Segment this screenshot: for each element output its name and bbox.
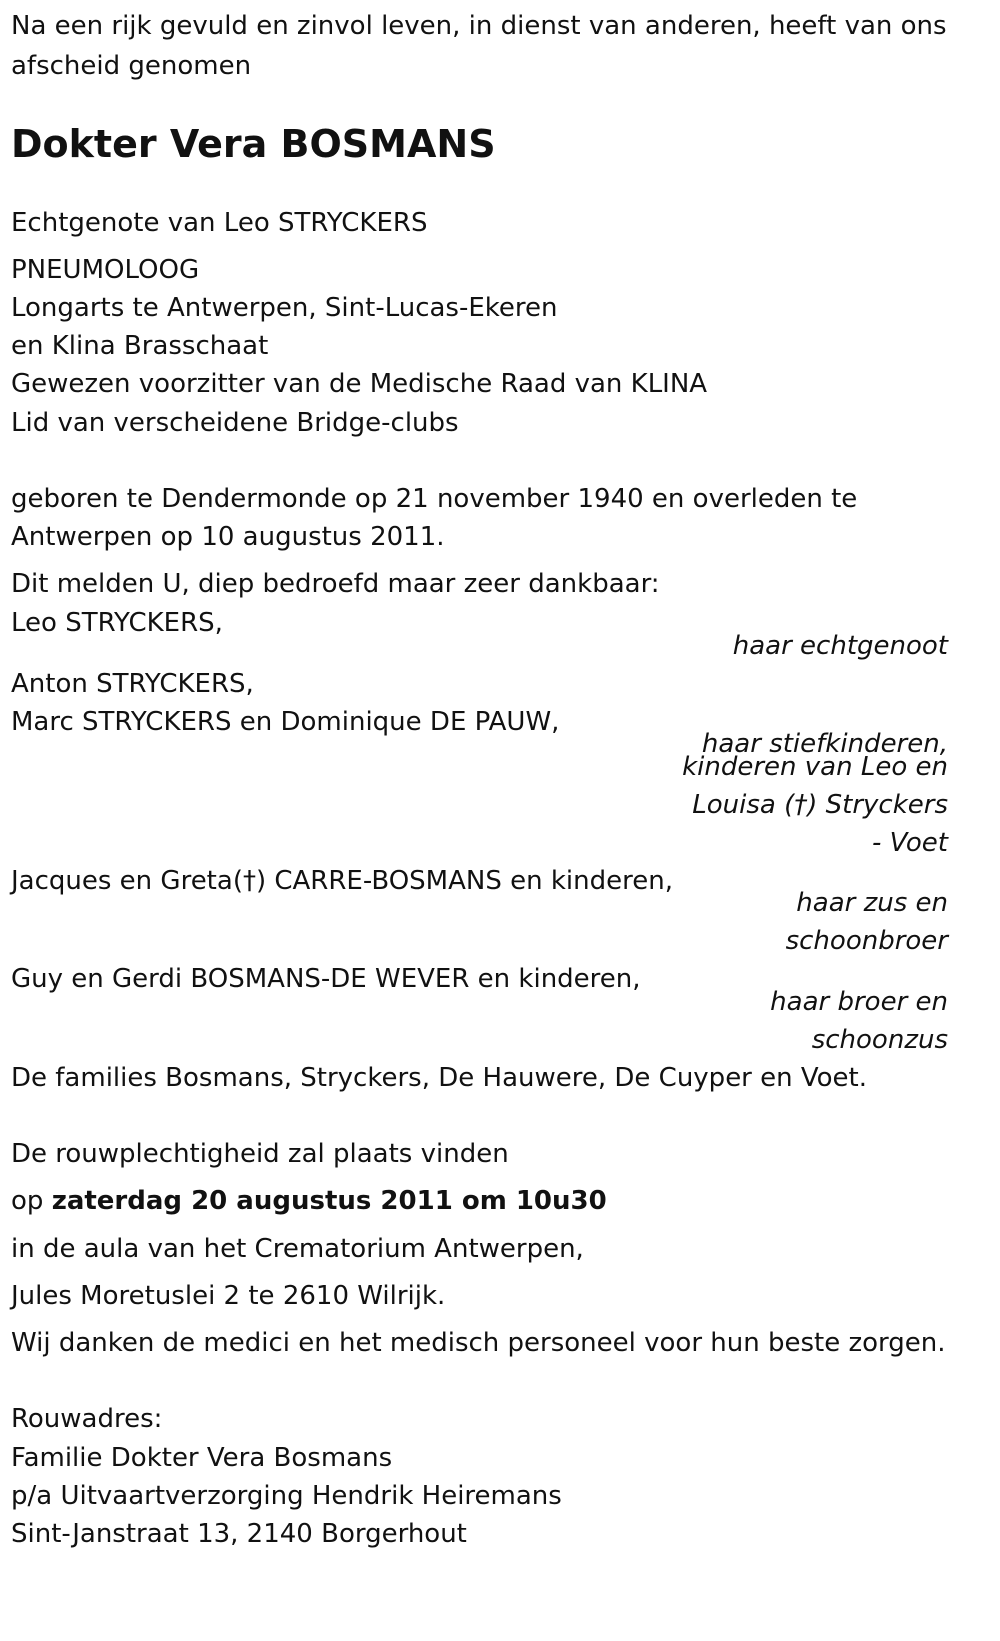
- family-role: kinderen van Leo en: [682, 752, 948, 782]
- career-line: PNEUMOLOOG: [11, 255, 200, 285]
- ceremony-line: in de aula van het Crematorium Antwerpen,: [11, 1234, 584, 1264]
- family-role: haar broer en: [770, 987, 948, 1017]
- address-line: Familie Dokter Vera Bosmans: [11, 1443, 393, 1473]
- thanks-line: Wij danken de medici en het medisch personeel voor hun beste zorgen.: [11, 1328, 946, 1358]
- family-role: haar stiefkinderen,: [701, 729, 948, 759]
- families-line: De families Bosmans, Stryckers, De Hauwere, De Cuyper en Voet.: [11, 1063, 868, 1093]
- family-role: haar zus en: [796, 888, 948, 918]
- career-line: Lid van verscheidene Bridge-clubs: [11, 408, 459, 438]
- family-member: Jacques en Greta(†) CARRE-BOSMANS en kinderen,: [11, 866, 673, 896]
- birth-death-line: geboren te Dendermonde op 21 november 1940 en overleden te: [11, 484, 858, 514]
- deceased-name: Dokter Vera BOSMANS: [11, 122, 496, 166]
- family-role: Louisa (†) Stryckers: [692, 790, 948, 820]
- family-member: Guy en Gerdi BOSMANS-DE WEVER en kinderen,: [11, 964, 641, 994]
- birth-death-line: Antwerpen op 10 augustus 2011.: [11, 522, 445, 552]
- ceremony-line: Jules Moretuslei 2 te 2610 Wilrijk.: [11, 1281, 446, 1311]
- family-role: schoonbroer: [785, 926, 948, 956]
- ceremony-date-line: [11, 1181, 607, 1221]
- family-role: - Voet: [871, 828, 948, 858]
- family-role: schoonzus: [811, 1025, 948, 1055]
- career-line: Gewezen voorzitter van de Medische Raad van KLINA: [11, 369, 708, 399]
- family-role: haar echtgenoot: [732, 631, 948, 661]
- address-line: p/a Uitvaartverzorging Hendrik Heiremans: [11, 1481, 562, 1511]
- ceremony-line: De rouwplechtigheid zal plaats vinden: [11, 1139, 509, 1169]
- ceremony-prefix: op: [11, 1186, 44, 1216]
- address-line: Sint-Janstraat 13, 2140 Borgerhout: [11, 1519, 467, 1549]
- address-line: Rouwadres:: [11, 1404, 163, 1434]
- family-member: Anton STRYCKERS,: [11, 669, 254, 699]
- intro-text: Na een rijk gevuld en zinvol leven, in dienst van anderen, heeft van ons afscheid genomen: [11, 11, 947, 81]
- career-line: Longarts te Antwerpen, Sint-Lucas-Ekeren: [11, 293, 558, 323]
- family-member: Leo STRYCKERS,: [11, 608, 223, 638]
- family-member: Marc STRYCKERS en Dominique DE PAUW,: [11, 707, 560, 737]
- announcement: Dit melden U, diep bedroefd maar zeer dankbaar:: [11, 569, 660, 599]
- ceremony-date: zaterdag 20 augustus 2011 om 10u30: [51, 1186, 607, 1216]
- career-line: en Klina Brasschaat: [11, 331, 269, 361]
- spouse-line: Echtgenote van Leo STRYCKERS: [11, 208, 428, 238]
